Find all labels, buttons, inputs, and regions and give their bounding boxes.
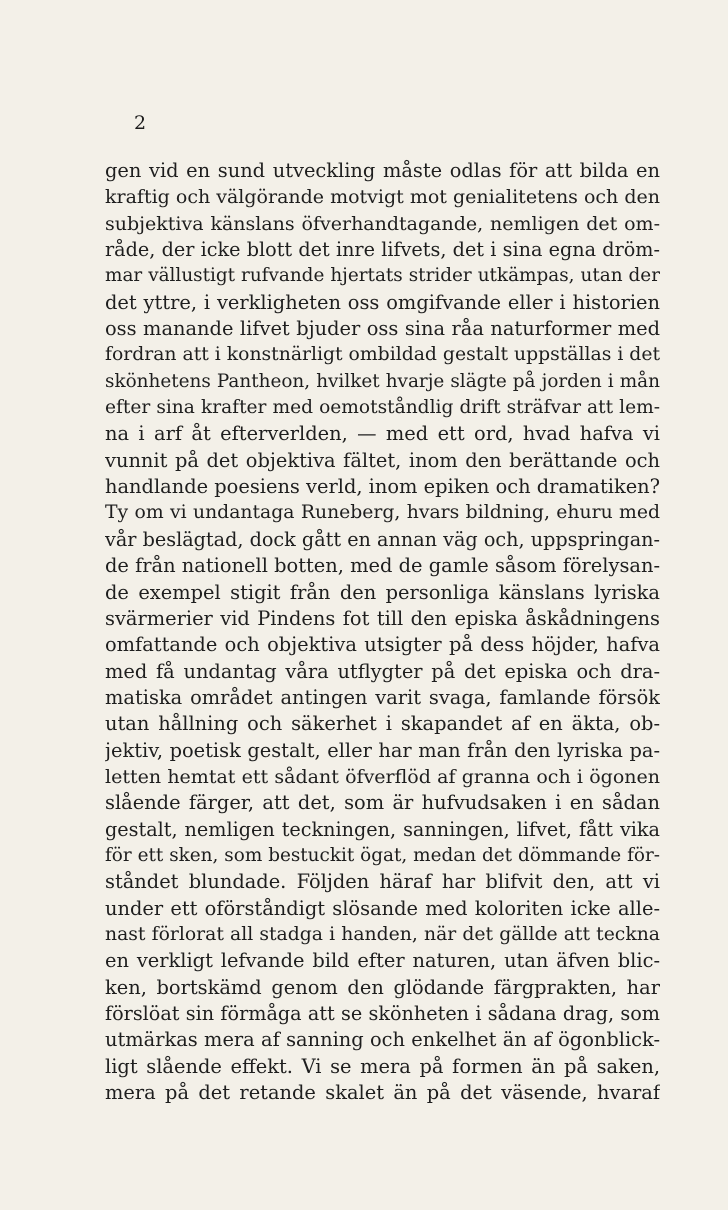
text-line: jektiv, poetisk gestalt, eller har man från den lyriska pa- <box>105 738 660 762</box>
text-line: de från nationell botten, med de gamle såsom förelysan- <box>105 554 660 578</box>
text-line: nast förlorat all stadga i handen, när det gällde att teckna <box>105 923 660 945</box>
text-line: na i arf åt efterverlden, — med ett ord, hvad hafva vi <box>105 422 660 446</box>
text-line: omfattande och objektiva utsigter på dess höjder, hafva <box>105 633 660 657</box>
text-line: råde, der icke blott det inre lifvets, det i sina egna dröm- <box>105 238 660 262</box>
text-line: förslöat sin förmåga att se skönheten i sådana drag, som <box>105 1002 660 1025</box>
text-line: handlande poesiens verld, inom epiken och dramatiken? <box>105 475 660 499</box>
text-line: efter sina krafter med oemotståndlig drift sträfvar att lem- <box>105 397 660 419</box>
body-text <box>105 158 660 1106</box>
text-line: ligt slående effekt. Vi se mera på formen än på saken, <box>105 1054 660 1078</box>
text-line: under ett oförståndigt slösande med koloriten icke alle- <box>105 896 660 920</box>
text-line: utan hållning och säkerhet i skapandet af en äkta, ob- <box>105 712 660 736</box>
text-line: gestalt, nemligen teckningen, sanningen, lifvet, fått vika <box>105 817 660 841</box>
text-line: mar vällustigt rufvande hjertats strider utkämpas, utan der <box>105 265 660 287</box>
text-line: subjektiva känslans öfverhandtagande, nemligen det om- <box>105 212 660 235</box>
text-line: med få undantag våra utflygter på det episka och dra- <box>105 659 660 683</box>
text-line: det yttre, i verkligheten oss omgifvande eller i historien <box>105 290 660 314</box>
text-line: svärmerier vid Pindens fot till den episka åskådningens <box>105 606 660 630</box>
text-line: utmärkas mera af sanning och enkelhet än af ögonblick- <box>105 1028 660 1052</box>
text-line: en verkligt lefvande bild efter naturen, utan äfven blic- <box>105 949 660 973</box>
text-line: gen vid en sund utveckling måste odlas för att bilda en <box>105 159 660 182</box>
text-line: fordran att i konstnärligt ombildad gestalt uppställas i det <box>105 344 660 366</box>
text-line: Ty om vi undantaga Runeberg, hvars bildning, ehuru med <box>105 502 660 524</box>
text-line: letten hemtat ett sådant öfverflöd af granna och i ögonen <box>105 765 660 788</box>
text-line: kraftig och välgörande motvigt mot genialitetens och den <box>105 186 660 209</box>
page-number: 2 <box>134 112 147 134</box>
text-line: oss manande lifvet bjuder oss sina råa naturformer med <box>105 317 660 341</box>
text-line: mera på det retande skalet än på det väsende, hvaraf <box>105 1081 660 1105</box>
text-line: de exempel stigit från den personliga känslans lyriska <box>105 580 660 604</box>
text-line: vår beslägtad, dock gått en annan väg och, uppspringan- <box>105 527 660 551</box>
text-line: matiska området antingen varit svaga, famlande försök <box>105 685 660 709</box>
text-line: slående färger, att det, som är hufvudsaken i en sådan <box>105 791 660 815</box>
text-line: vunnit på det objektiva fältet, inom den berättande och <box>105 448 660 472</box>
text-line: för ett sken, som bestuckit ögat, medan det dömmande för- <box>105 844 660 866</box>
text-line: ken, bortskämd genom den glödande färgprakten, har <box>105 975 660 999</box>
text-line: ståndet blundade. Följden häraf har blifvit den, att vi <box>105 870 660 894</box>
text-line: skönhetens Pantheon, hvilket hvarje slägte på jorden i mån <box>105 370 660 392</box>
